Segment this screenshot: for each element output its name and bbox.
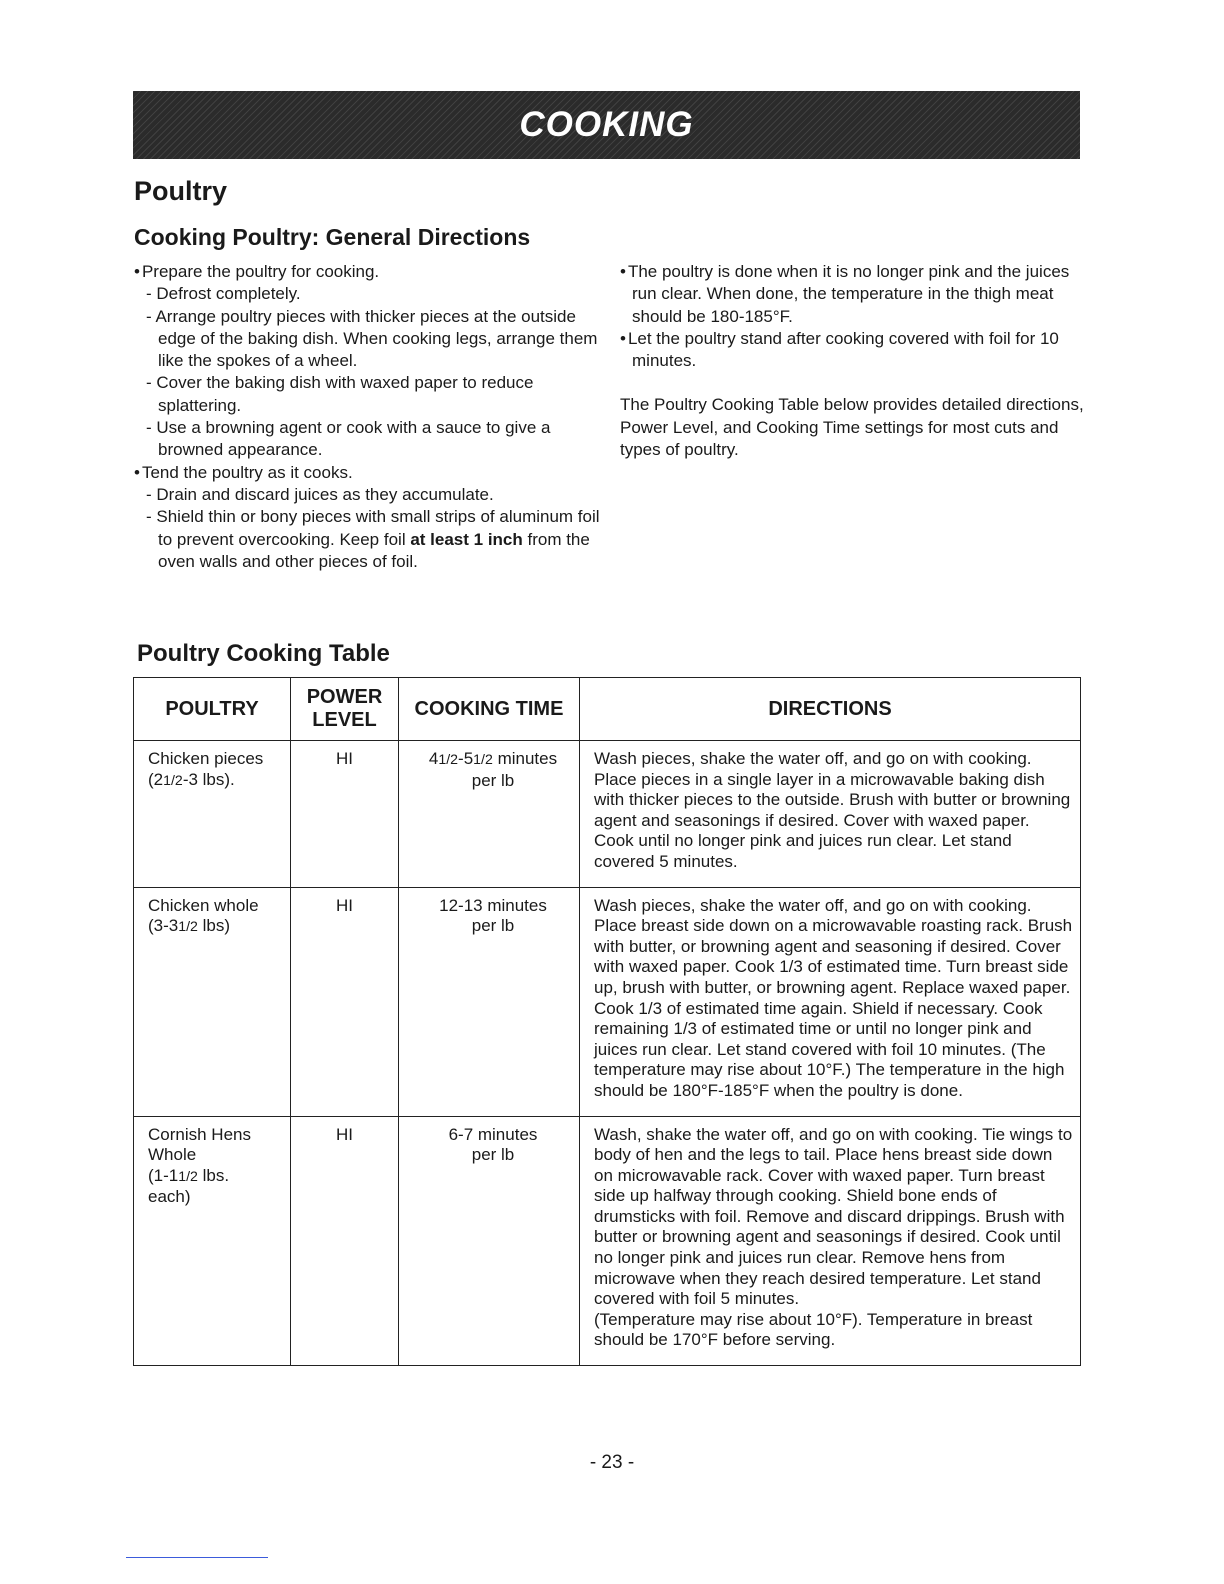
- table-row: [134, 741, 1081, 888]
- sub-bullet: - Drain and discard juices as they accumulate.: [146, 484, 494, 504]
- sub-bullet: - Cover the baking dish with waxed paper to reduce splattering.: [146, 373, 534, 415]
- table-intro-paragraph: The Poultry Cooking Table below provides detailed directions, Power Level, and Cooking Time settings for most cuts and types of poultry.: [620, 395, 1084, 460]
- banner-title: COOKING: [519, 105, 694, 144]
- footer-divider: [126, 1557, 268, 1558]
- table-row: [134, 1116, 1081, 1366]
- bullet-stand: • Let the poultry stand after cooking covered with foil for 10 minutes.: [620, 328, 1059, 371]
- poultry-cell: Chicken pieces (21/2-3 lbs).: [134, 741, 291, 888]
- power-cell: HI: [291, 1116, 399, 1366]
- time-cell: 41/2-51/2 minutes per lb: [399, 741, 580, 888]
- sub-bullet: - Arrange poultry pieces with thicker pieces at the outside edge of the baking dish. When cooking legs, arrange them like the spokes of a wheel.: [146, 306, 598, 371]
- header-power-level: POWER LEVEL: [291, 678, 399, 741]
- emphasis-text: at least 1 inch: [410, 529, 523, 549]
- power-cell: HI: [291, 887, 399, 1116]
- bullet-tend: • Tend the poultry as it cooks.: [134, 462, 353, 482]
- left-column: [134, 261, 604, 573]
- page-number: - 23 -: [589, 1452, 635, 1473]
- directions-cell: Wash pieces, shake the water off, and go on with cooking. Place breast side down on a microwavable roasting rack. Brush with butter, or browning agent and seasoning if desired. Cover with waxed paper. Cook 1/3 of estimated time. Turn breast side up, brush with butter, or browning agent. Replace waxed paper. Cook 1/3 of estimated time again. Shield if necessary. Cook remaining 1/3 of estimated time or until no longer pink and juices run clear. Let stand covered with foil 10 minutes. (The temperature may rise about 10°F.) The temperature in the high should be 180°F-185°F when the poultry is done.: [580, 887, 1081, 1116]
- directions-cell: Wash pieces, shake the water off, and go on with cooking. Place pieces in a single layer in a microwavable baking dish with thicker pieces to the outside. Brush with butter or browning agent and seasonings if desired. Cover with waxed paper. Cook until no longer pink and juices run clear. Let stand covered 5 minutes.: [580, 741, 1081, 888]
- bullet-prepare: • Prepare the poultry for cooking.: [134, 262, 380, 281]
- table-title: Poultry Cooking Table: [137, 640, 390, 667]
- header-poultry: POULTRY: [134, 678, 291, 741]
- sub-bullet: - Use a browning agent or cook with a sauce to give a browned appearance.: [146, 418, 551, 460]
- bullet-done: • The poultry is done when it is no longer pink and the juices run clear. When done, the temperature in the thigh meat should be 180-185°F.: [620, 262, 1070, 326]
- directions-cell: Wash, shake the water off, and go on with cooking. Tie wings to body of hen and the legs to tail. Place hens breast side down on microwavable rack. Cover with waxed paper. Turn breast side up halfway through cooking. Shield bone ends of drumsticks with foil. Remove and discard drippings. Brush with butter or browning agent and seasonings if desired. Cook until no longer pink and juices run clear. Remove hens from microwave when they reach desired temperature. Let stand covered with foil 5 minutes. (Temperature may rise about 10°F). Temperature in breast should be 170°F before serving.: [580, 1116, 1081, 1366]
- poultry-cell: Chicken whole (3-31/2 lbs): [134, 887, 291, 1116]
- header-cooking-time: COOKING TIME: [399, 678, 580, 741]
- section-title: Poultry: [134, 176, 228, 206]
- time-cell: 6-7 minutes per lb: [399, 1116, 580, 1366]
- poultry-cooking-table: [133, 677, 1081, 1366]
- power-cell: HI: [291, 741, 399, 888]
- poultry-cell: Cornish Hens Whole (1-11/2 lbs. each): [134, 1116, 291, 1366]
- subsection-title: Cooking Poultry: General Directions: [134, 224, 531, 250]
- table-header-row: [134, 678, 1081, 741]
- right-column: [620, 261, 1090, 461]
- header-directions: DIRECTIONS: [580, 678, 1081, 741]
- sub-bullet: - Defrost completely.: [146, 284, 301, 304]
- time-cell: 12-13 minutes per lb: [399, 887, 580, 1116]
- sub-bullet: - Shield thin or bony pieces with small strips of aluminum foil to prevent overcooking. Keep foil at least 1 inch from the oven walls and other pieces of foil.: [146, 507, 600, 571]
- section-banner: [133, 91, 1080, 159]
- table-row: [134, 887, 1081, 1116]
